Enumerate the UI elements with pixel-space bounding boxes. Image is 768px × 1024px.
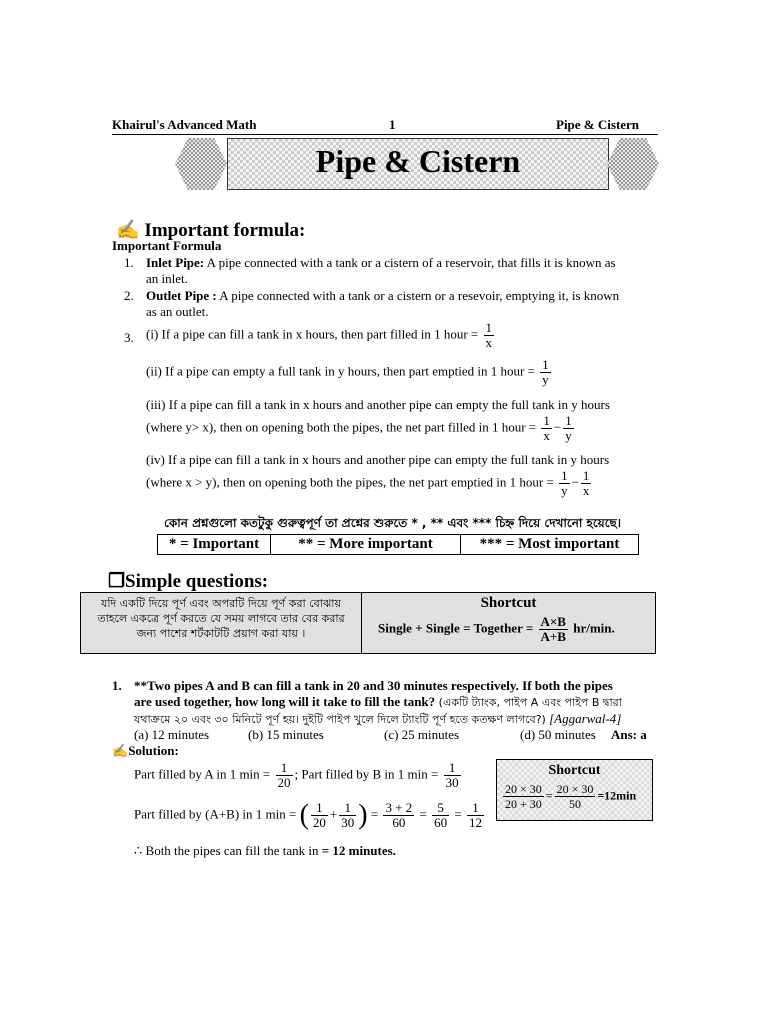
item-number-2: 2. — [124, 288, 134, 303]
importance-note: কোন প্রশ্নগুলো কতটুকু গুরুত্বপূর্ণ তা প্রশ্নের শুরুতে * , ** এবং *** চিহ্ন দিয়ে দেখানো হয়েছে। — [164, 516, 622, 530]
importance-legend — [157, 534, 639, 555]
writing-hand-icon: ✍ — [112, 743, 129, 758]
shortcut-explanation: যদি একটি দিয়ে পূর্ণ এবং অপরটি দিয়ে পূর্ণ করা বোঝায় তাহলে একত্রে পূর্ণ করতে যে সময় লাগবে তার বের করার জন্য পাশের শর্টকাটটি প্রয়াগ করা যায় । — [81, 593, 362, 653]
header-rule — [112, 134, 658, 135]
solution-shortcut-equation: $\frac{20 \times 30}{20 + 30}$ = $\frac{20 \times 30}{50}$ =12min — [505, 782, 637, 811]
inlet-pipe-definition: Inlet Pipe: A pipe connected with a tank or a cistern of a reservoir, that fills it is known as an inlet. — [146, 255, 616, 286]
item-number-1: 1. — [124, 255, 134, 270]
simple-questions-heading: ❐Simple questions: — [108, 571, 269, 592]
header-book-title: Khairul's Advanced Math — [112, 117, 257, 132]
formula-ii: (ii) If a pipe can empty a full tank in y hours, then part emptied in 1 hour = $\frac{1}{y}$ — [146, 357, 549, 387]
checkbox-icon: ❐ — [108, 571, 126, 592]
question-1-text: **Two pipes A and B can fill a tank in 20 and 30 minutes respectively. If both the pipes are used together, how long will it take to fill the tank? (একটি ট্যাংক, পাইপ A এবং পাইপ B দ্বারা যথাক্রমে ২০ এবং ৩০ মিনিটে পূর্ণ হয়। দুইটি পাইপ খুলে দিলে ট্যাংটি পূর্ণ হতে কতক্ষণ লাগবে?) [Aggarwal-4] — [134, 678, 622, 726]
option-a: (a) 12 minutes — [134, 727, 210, 742]
solution-label: ✍Solution: — [112, 743, 179, 758]
header-chapter: Pipe & Cistern — [556, 117, 640, 132]
formula-iv-line2: (where x > y), then on opening both the pipes, the net part emptied in 1 hour = $\frac{1}{y}$ − $\frac{1}{x}$ — [146, 468, 590, 498]
solution-step-2: Part filled by (A+B) in 1 min = ( $\frac{1}{20}$ + $\frac{1}{30}$ ) = $\frac{3 + 2}{60}$ = $\frac{5}{60}$ = $\frac{1}{12}$ — [134, 799, 482, 831]
item-number-3: 3. — [124, 330, 134, 345]
formula-iv-line1: (iv) If a pipe can fill a tank in x hours and another pipe can empty the full tank in y hours — [146, 452, 610, 467]
important-formula-heading: ✍ Important formula: — [116, 220, 306, 241]
solution-conclusion: ∴ Both the pipes can fill the tank in = 12 minutes. — [134, 843, 396, 858]
solution-step-1: Part filled by A in 1 min = $\frac{1}{20}$ ; Part filled by B in 1 min = $\frac{1}{30}$ — [134, 760, 459, 790]
title-banner — [175, 138, 659, 190]
simple-questions-box — [80, 592, 656, 654]
option-d: (d) 50 minutes — [520, 727, 596, 742]
formula-iii-line2: (where y> x), then on opening both the pipes, the net part filled in 1 hour = $\frac{1}{x}$ − $\frac{1}{y}$ — [146, 413, 572, 443]
shortcut-title: Shortcut — [480, 595, 537, 611]
hexagon-ornament-right — [607, 138, 659, 190]
shortcut-equation: Single + Single = Together = $\frac{A\times B}{A+B}$ hr/min. — [378, 614, 615, 644]
header-page-number: 1 — [389, 117, 396, 132]
legend-most-important: *** = Most important — [479, 536, 620, 552]
formula-i: (i) If a pipe can fill a tank in x hours, then part filled in 1 hour = $\frac{1}{x}$ — [146, 320, 492, 350]
outlet-pipe-definition: Outlet Pipe : A pipe connected with a tank or a cistern or a resevoir, emptying it, is known as an outlet. — [146, 288, 620, 319]
legend-more-important: ** = More important — [271, 535, 461, 554]
title-box — [227, 138, 609, 190]
hexagon-ornament-left — [175, 138, 227, 190]
writing-hand-icon: ✍ — [116, 220, 140, 241]
solution-shortcut-box — [496, 759, 653, 821]
page-title: Pipe & Cistern — [315, 143, 521, 179]
option-c: (c) 25 minutes — [384, 727, 460, 742]
question-number-1: 1. — [112, 678, 122, 693]
solution-shortcut-title: Shortcut — [548, 763, 601, 778]
answer: Ans: a — [611, 727, 647, 742]
legend-important: * = Important — [158, 535, 271, 554]
important-formula-subheading: Important Formula — [112, 238, 222, 253]
shortcut-formula — [362, 593, 655, 653]
option-b: (b) 15 minutes — [248, 727, 324, 742]
formula-iii-line1: (iii) If a pipe can fill a tank in x hours and another pipe can empty the full tank in y hours — [146, 397, 610, 412]
